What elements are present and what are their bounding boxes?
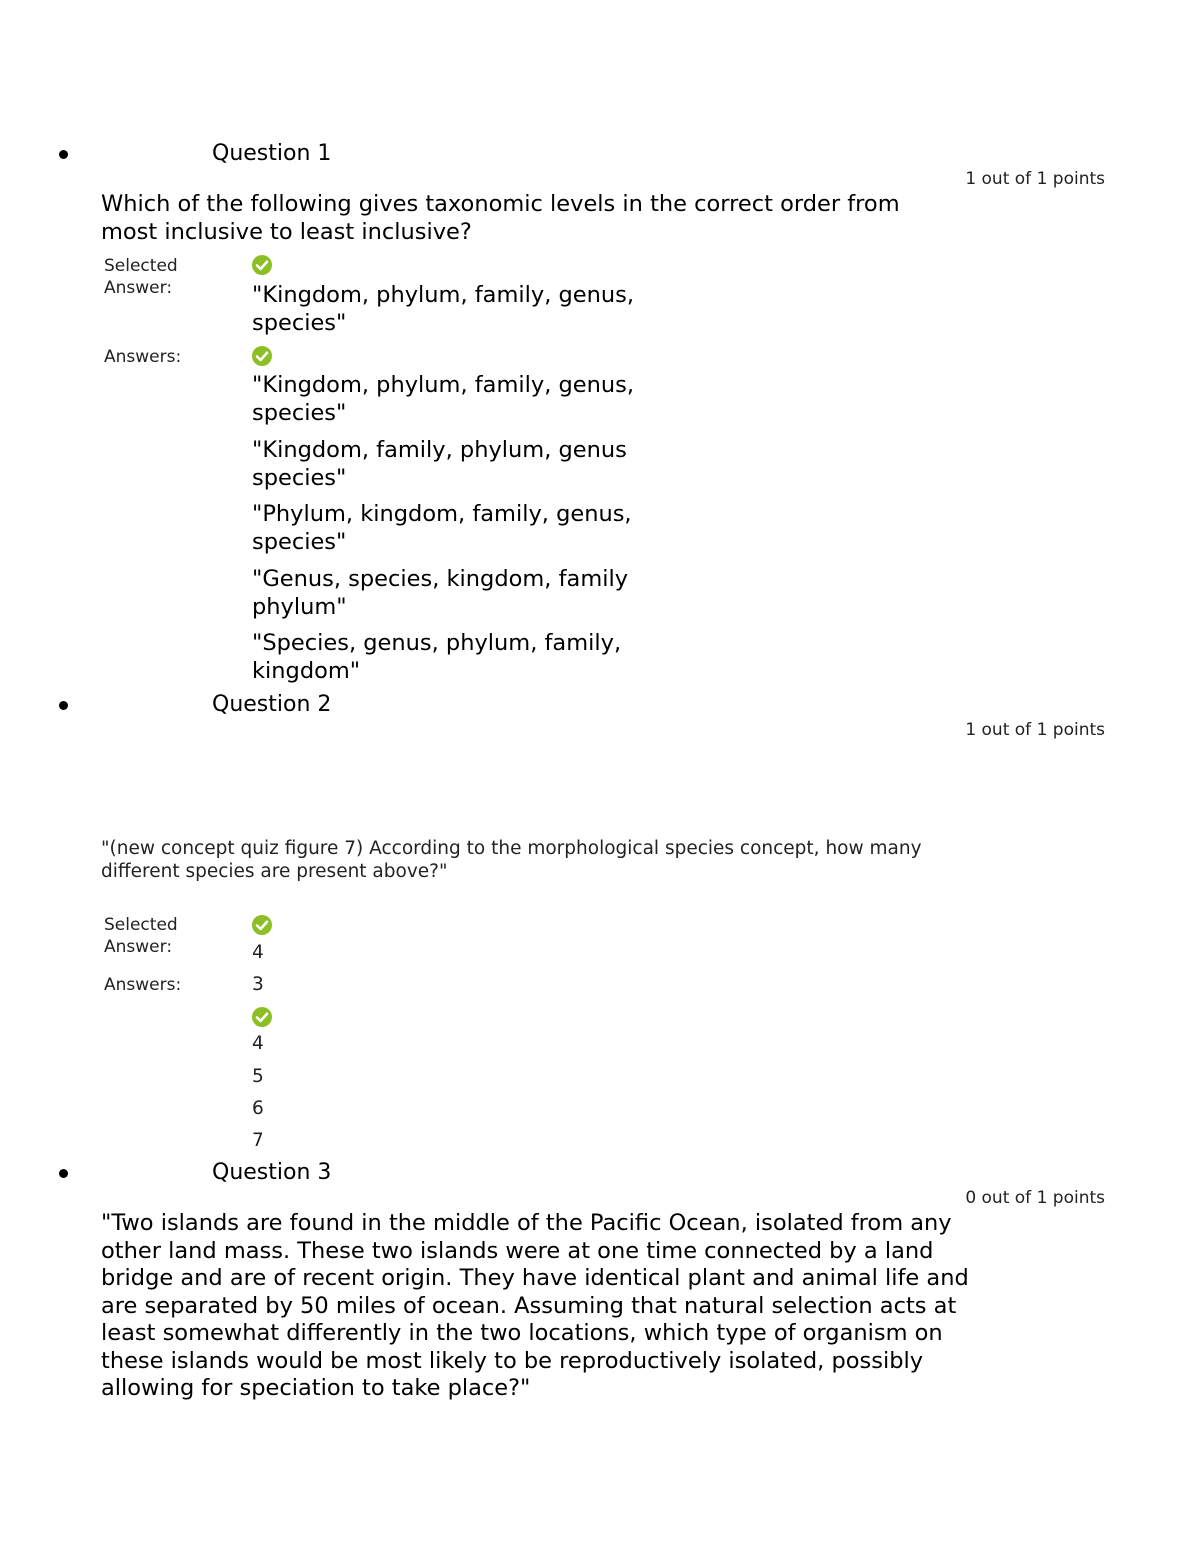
selected-answer-label: Selected Answer: xyxy=(104,256,178,298)
selected-answer-text: "Kingdom, phylum, family, genus, species" xyxy=(252,282,635,336)
list-bullet xyxy=(59,1169,68,1178)
answers-label: Answers: xyxy=(104,975,182,995)
question-points: 1 out of 1 points xyxy=(965,720,1105,740)
answer-option: "Phylum, kingdom, family, genus, species" xyxy=(252,501,632,555)
question-text: "Two islands are found in the middle of the Pacific Ocean, isolated from any other land mass. These two islands were at one time connected by a land bridge and are of recent origin. They have identical plant and animal life and are separated by 50 miles of ocean. Assuming that natural selection acts at least somewhat differently in the two locations, which type of organism on these islands would be most likely to be reproductively isolated, possibly allowing for speciation to take place?" xyxy=(101,1210,969,1401)
question-points: 1 out of 1 points xyxy=(965,169,1105,189)
answer-option: "Kingdom, family, phylum, genus species" xyxy=(252,437,627,491)
correct-check-icon xyxy=(252,346,272,366)
list-bullet xyxy=(59,150,68,159)
list-bullet xyxy=(59,701,68,710)
answer-option: "Genus, species, kingdom, family phylum" xyxy=(252,566,629,620)
correct-check-icon xyxy=(252,915,272,935)
question-text: Which of the following gives taxonomic levels in the correct order from most inclusive to least inclusive? xyxy=(101,191,900,245)
question-title: Question 1 xyxy=(212,141,332,166)
selected-answer-text: 4 xyxy=(252,942,264,963)
question-text: "(new concept quiz figure 7) According to the morphological species concept, how many different species are present above?" xyxy=(101,838,922,882)
selected-answer-label: Selected Answer: xyxy=(104,915,178,957)
answer-option: 4 xyxy=(252,1033,264,1054)
answer-option: 7 xyxy=(252,1130,264,1151)
answer-option: 3 xyxy=(252,974,264,995)
question-title: Question 2 xyxy=(212,692,332,717)
answer-option: 6 xyxy=(252,1098,264,1119)
correct-check-icon xyxy=(252,1007,272,1027)
question-title: Question 3 xyxy=(212,1160,332,1185)
answers-label: Answers: xyxy=(104,347,182,367)
correct-check-icon xyxy=(252,255,272,275)
answer-option: "Kingdom, phylum, family, genus, species" xyxy=(252,372,635,426)
answer-option: 5 xyxy=(252,1066,264,1087)
question-points: 0 out of 1 points xyxy=(965,1188,1105,1208)
answer-option: "Species, genus, phylum, family, kingdom" xyxy=(252,630,622,684)
